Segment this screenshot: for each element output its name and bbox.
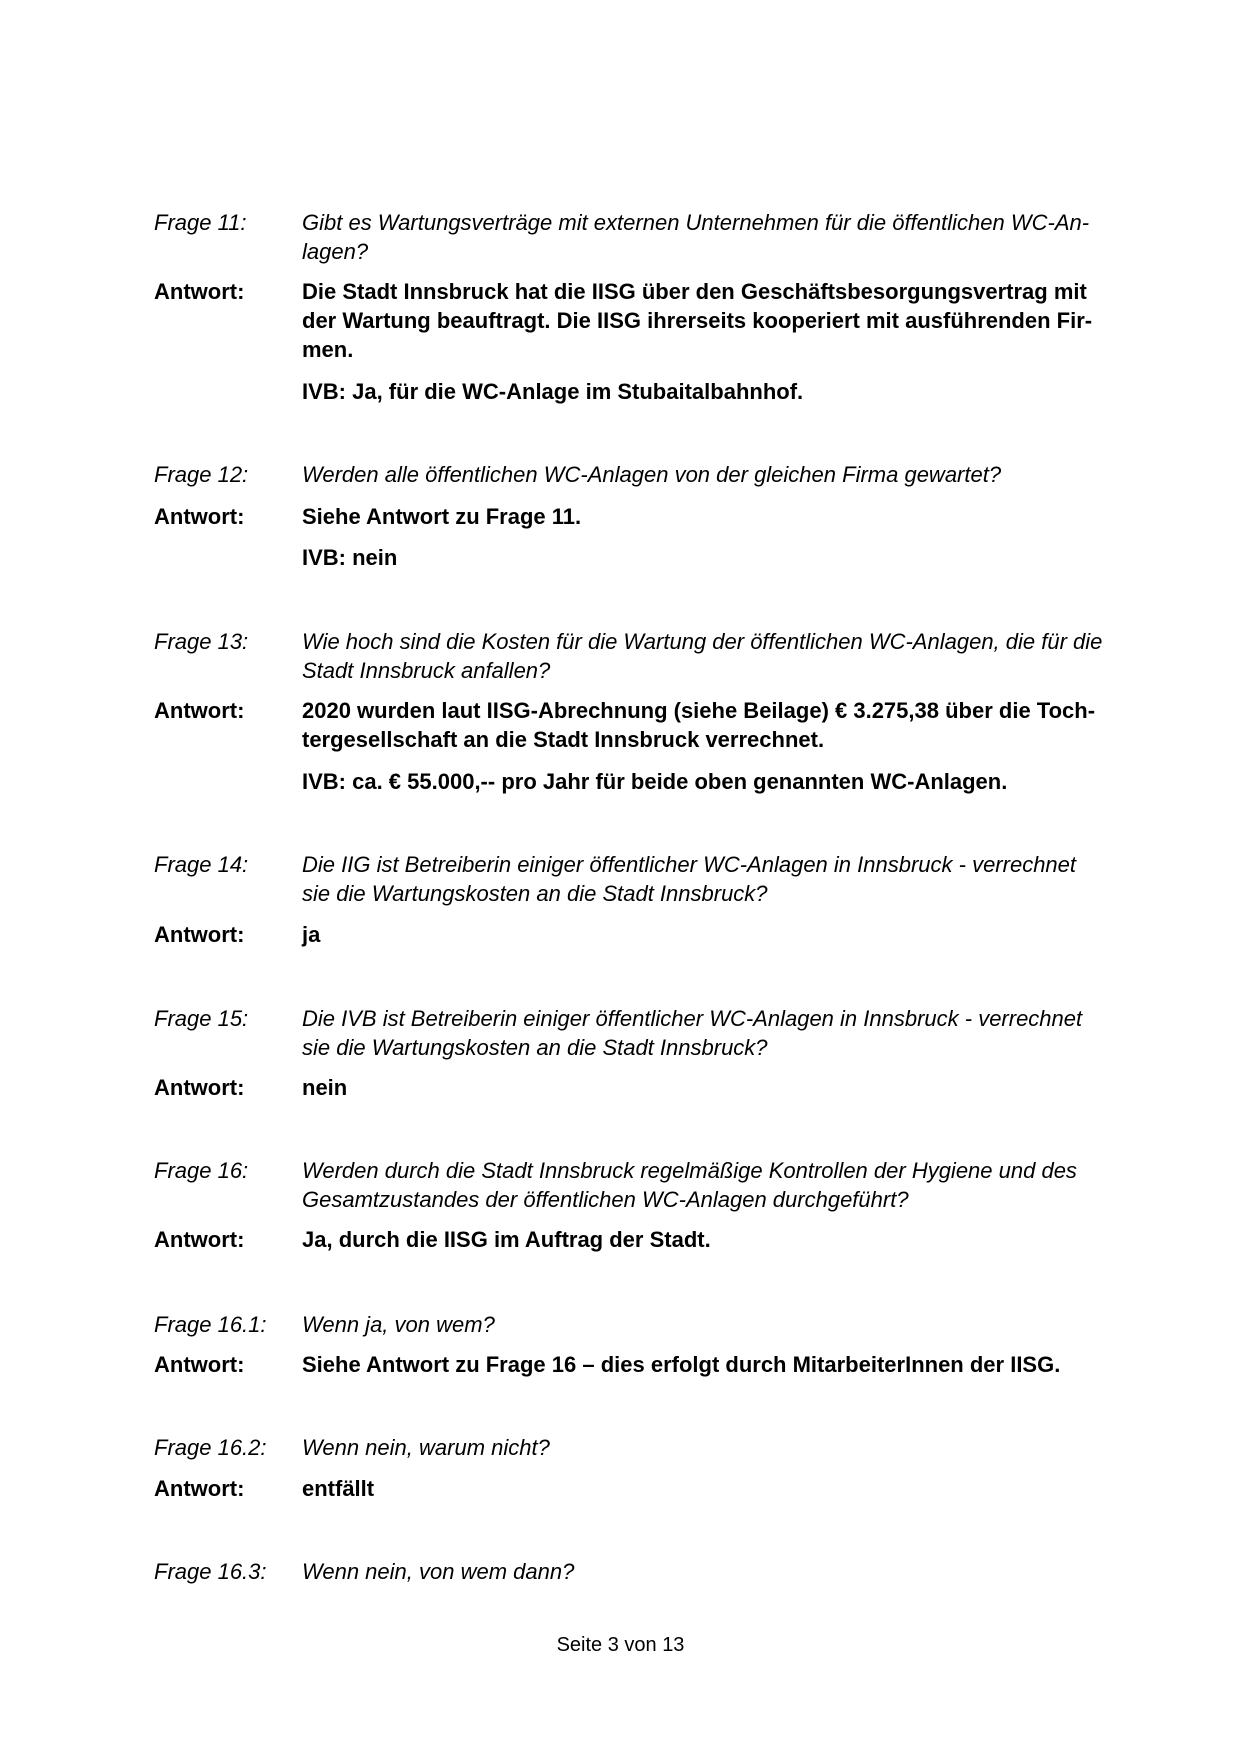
answer-15 (154, 1073, 1144, 1102)
answer-text: IVB: nein (302, 545, 398, 570)
answer-12 (154, 502, 1144, 531)
answer-16 (154, 1225, 1144, 1254)
question-text: Gibt es Wartungsverträge mit externen Unternehmen für die öffentlichen WC-An- lagen? (302, 210, 1090, 264)
answer-label: Antwort: (154, 279, 245, 304)
answer-11 (154, 277, 1144, 364)
question-text: Die IVB ist Betreiberin einiger öffentlicher WC-Anlagen in Innsbruck - verrechnet sie die Wartungskosten an die Stadt Innsbruck? (302, 1006, 1083, 1060)
question-15 (154, 1004, 1144, 1062)
answer-16-2 (154, 1474, 1144, 1503)
answer-label: Antwort: (154, 1075, 245, 1100)
answer-13 (154, 696, 1144, 754)
answer-label: Antwort: (154, 504, 245, 529)
answer-label: Antwort: (154, 1476, 245, 1501)
page-number: Seite 3 von 13 (556, 1634, 685, 1656)
empty-label (154, 767, 302, 796)
answer-text: Die Stadt Innsbruck hat die IISG über den Geschäftsbesorgungsvertrag mit der Wartung beauftragt. Die IISG ihrerseits kooperiert mit ausführenden Fir- men. (302, 279, 1093, 362)
answer-16-1 (154, 1350, 1144, 1379)
question-12 (154, 460, 1144, 489)
question-text: Wenn nein, warum nicht? (302, 1435, 550, 1460)
answer-text: nein (302, 1075, 348, 1100)
question-label: Frage 12: (154, 462, 249, 487)
answer-text: Siehe Antwort zu Frage 16 – dies erfolgt durch MitarbeiterInnen der IISG. (302, 1352, 1061, 1377)
answer-text: Siehe Antwort zu Frage 11. (302, 504, 582, 529)
answer-14 (154, 920, 1144, 949)
answer-label: Antwort: (154, 698, 245, 723)
answer-text: IVB: ca. € 55.000,-- pro Jahr für beide oben genannten WC-Anlagen. (302, 769, 1008, 794)
answer-11-ivb (154, 377, 1144, 406)
question-14 (154, 850, 1144, 908)
empty-label (154, 543, 302, 572)
question-13 (154, 627, 1144, 685)
question-label: Frage 13: (154, 629, 249, 654)
question-11 (154, 208, 1144, 266)
question-label: Frage 16.2: (154, 1435, 267, 1460)
answer-text: 2020 wurden laut IISG-Abrechnung (siehe Beilage) € 3.275,38 über die Toch- tergesellschaft an die Stadt Innsbruck verrechnet. (302, 698, 1096, 752)
answer-text: Ja, durch die IISG im Auftrag der Stadt. (302, 1227, 711, 1252)
empty-label (154, 377, 302, 406)
question-text: Werden alle öffentlichen WC-Anlagen von der gleichen Firma gewartet? (302, 462, 1002, 487)
answer-12-ivb (154, 543, 1144, 572)
question-label: Frage 15: (154, 1006, 249, 1031)
answer-text: ja (302, 922, 321, 947)
question-16-3 (154, 1557, 1144, 1586)
answer-label: Antwort: (154, 1352, 245, 1377)
question-label: Frage 14: (154, 852, 249, 877)
question-16-2 (154, 1433, 1144, 1462)
question-label: Frage 11: (154, 210, 247, 235)
answer-13-ivb (154, 767, 1144, 796)
question-text: Die IIG ist Betreiberin einiger öffentlicher WC-Anlagen in Innsbruck - verrechnet sie die Wartungskosten an die Stadt Innsbruck? (302, 852, 1077, 906)
answer-text: IVB: Ja, für die WC-Anlage im Stubaitalbahnhof. (302, 379, 804, 404)
question-text: Werden durch die Stadt Innsbruck regelmäßige Kontrollen der Hygiene und des Gesamtzustandes der öffentlichen WC-Anlagen durchgeführt? (302, 1158, 1077, 1212)
question-text: Wenn ja, von wem? (302, 1312, 495, 1337)
question-label: Frage 16.3: (154, 1559, 267, 1584)
question-label: Frage 16: (154, 1158, 249, 1183)
answer-text: entfällt (302, 1476, 375, 1501)
question-text: Wenn nein, von wem dann? (302, 1559, 575, 1584)
question-text: Wie hoch sind die Kosten für die Wartung der öffentlichen WC-Anlagen, die für die Stadt Innsbruck anfallen? (302, 629, 1103, 683)
question-16 (154, 1156, 1144, 1214)
answer-label: Antwort: (154, 1227, 245, 1252)
question-label: Frage 16.1: (154, 1312, 267, 1337)
question-16-1 (154, 1310, 1144, 1339)
answer-label: Antwort: (154, 922, 245, 947)
